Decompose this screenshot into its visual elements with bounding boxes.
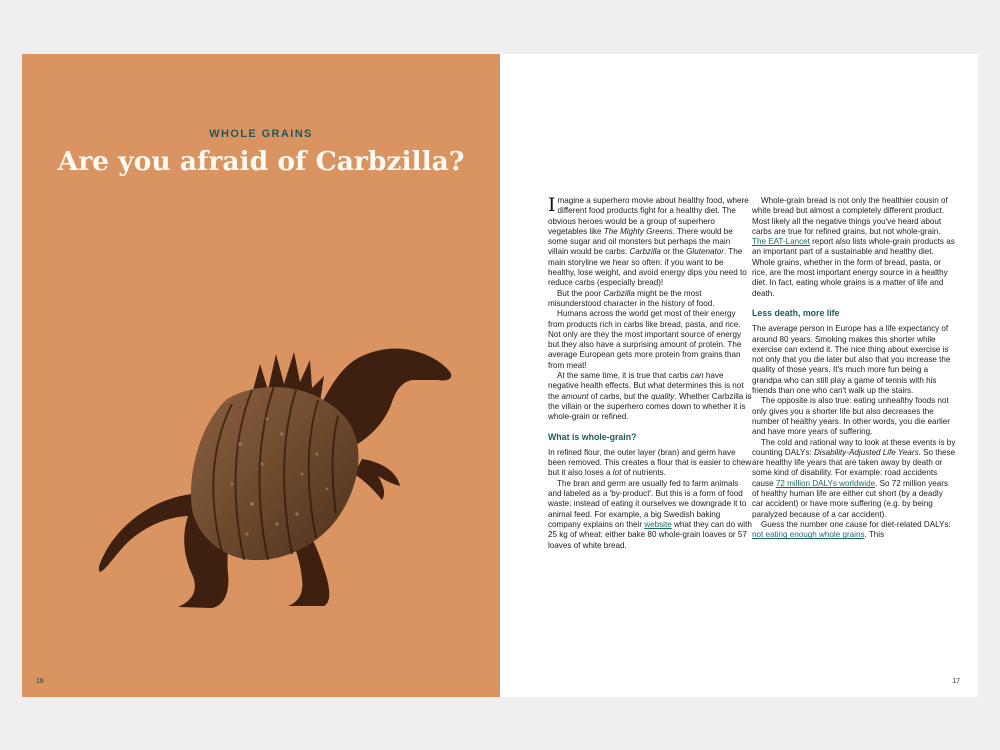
paragraph: The bran and germ are usually fed to farm animals and labeled as a 'by-product'. But this is a form of food waste: instead of eating it ourselves we downgrade it to animal feed. For example, a big Swedish baking company explains on their website what they can do with 25 kg of wheat: either bake 80 whole-grain loaves or 57 loaves of white bread. bbox=[548, 478, 752, 550]
left-page bbox=[22, 54, 500, 697]
whole-grains-link[interactable]: not eating enough whole grains bbox=[752, 530, 865, 540]
text-column-2 bbox=[752, 196, 956, 541]
website-link[interactable]: website bbox=[644, 519, 672, 529]
paragraph: Guess the number one cause for diet-related DALYs: not eating enough whole grains. This bbox=[752, 519, 951, 540]
dalys-link[interactable]: 72 million DALYs worldwide bbox=[775, 478, 876, 488]
paragraph: The average person in Europe has a life expectancy of around 80 years. Smoking makes this shorter while exercise can extend it. The nice thing about exercise is not only that you die later but also that you increase the quality of those years. It's much more fun being a grandpa who can still play a game of tennis with his friends than one who can't walk up the stairs. bbox=[752, 324, 951, 396]
right-page bbox=[500, 54, 978, 697]
paragraph: In refined flour, the outer layer (bran) and germ have been removed. This creates a flour that is easier to chew but it also loses a lot of nutrients. bbox=[548, 447, 752, 478]
paragraph: The opposite is also true: eating unhealthy foods not only gives you a shorter life but also decreases the number of healthy years. In other words, you die earlier and have more years of suffering. bbox=[752, 396, 950, 437]
text-column-1 bbox=[548, 196, 752, 551]
paragraph: Humans across the world get most of their energy from products rich in carbs like bread, pasta, and rice. Not only are they the most important source of energy but they also have a surprising amount of protein. The average European gets more protein from grains than from meat! bbox=[548, 309, 742, 370]
section-kicker: WHOLE GRAINS bbox=[209, 128, 313, 140]
drop-cap: I bbox=[548, 194, 556, 216]
eat-lancet-link[interactable]: The EAT-Lancet bbox=[752, 237, 810, 247]
section-heading-whole-grain: What is whole-grain? bbox=[548, 431, 637, 442]
magazine-spread bbox=[22, 54, 978, 697]
page-number: 17 bbox=[952, 678, 960, 685]
section-heading-less-death: Less death, more life bbox=[752, 307, 840, 318]
page-number: 16 bbox=[36, 678, 44, 685]
paragraph: At the same time, it is true that carbs can have negative health effects. But what determines this is not the amount of carbs, but the quality. Whether Carbzilla is the villain or the superhero comes down to whether it is whole-grain or refined. bbox=[548, 371, 752, 422]
intro-paragraph: Imagine a superhero movie about healthy food, where different food products fight for a healthy diet. The obvious heroes would be a group of superhero vegetables like The Mighty Greens. There would be some sugar and oil monsters but perhaps the main villain would be carbs: Carbzilla or the Glutenator. The main storyline we hear so often: if you want to be healthy, lose weight, and avoid energy dips you need to reduce carbs (especially bread)! bbox=[548, 194, 749, 288]
carbzilla-bread-dinosaur-icon bbox=[62, 324, 482, 614]
paragraph: Whole-grain bread is not only the healthier cousin of white bread but almost a completely different product. Most likely all the negative things you've heard about carbs are true for refined grains, but not whole-grain. The EAT-Lancet report also lists whole-grain products as an important part of a sustainable and healthy diet. Whole grains, whether in the form of bread, pasta, or rice, are the most important energy source in a healthy diet. In fact, eating whole grains is a matter of life and death. bbox=[752, 196, 955, 298]
article-title: Are you afraid of Carbzilla? bbox=[57, 146, 465, 177]
dino-arm bbox=[354, 459, 400, 500]
paragraph: But the poor Carbzilla might be the most misunderstood character in the history of food. bbox=[548, 288, 715, 308]
paragraph: The cold and rational way to look at these events is by counting DALYs: Disability-Adjusted Life Years. So these are healthy life years that are taken away by death or some kind of disability. For example: road accidents cause 72 million DALYs worldwide. So 72 million years of healthy human life are either cut short (by a deadly car accident) or have more suffering (e.g. by being paralyzed because of a car accident). bbox=[752, 437, 956, 519]
